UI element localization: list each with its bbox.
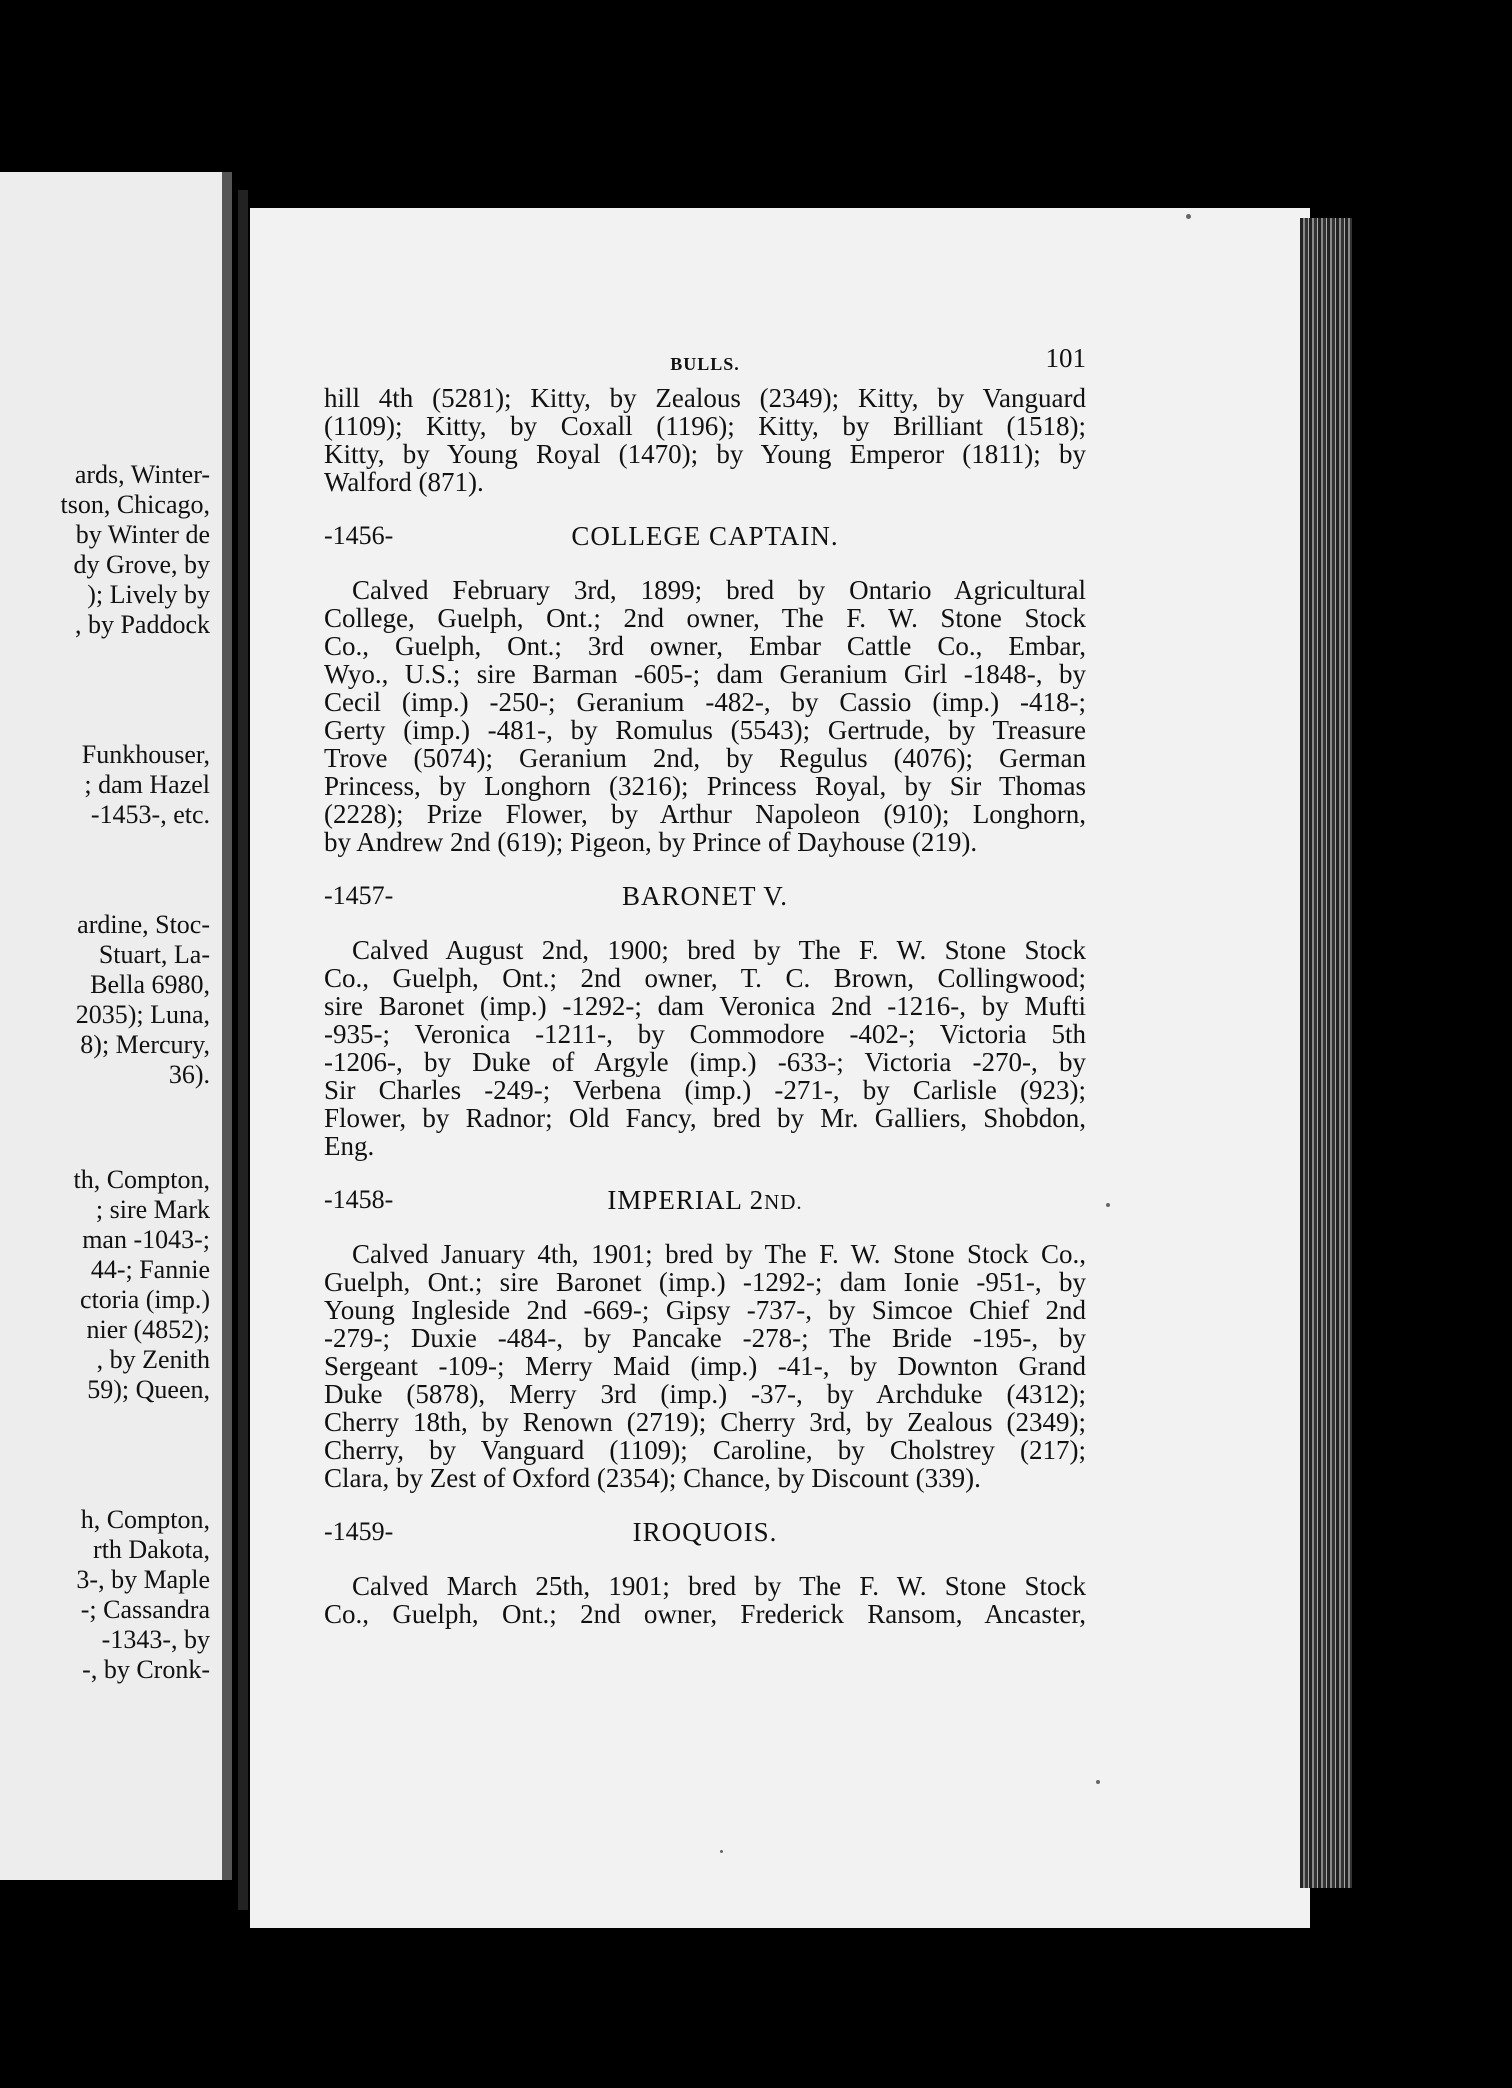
left-page-line: -, by Cronk- [82, 1655, 210, 1684]
scan-speck [1106, 1203, 1110, 1207]
text-line: Calved January 4th, 1901; bred by The F. W. Stone Stock Co., [352, 1239, 1086, 1269]
text-line: Cherry, by Vanguard (1109); Caroline, by Cholstrey (217); [324, 1435, 1086, 1465]
left-page-line: ; dam Hazel [84, 770, 210, 799]
left-page-line: h, Compton, [80, 1505, 210, 1534]
left-page-line: Bella 6980, [90, 970, 210, 999]
entry-number: -1457- [324, 881, 394, 910]
text-line: Sergeant -109-; Merry Maid (imp.) -41-, by Downton Grand [324, 1351, 1086, 1381]
entry-title: COLLEGE CAPTAIN. [571, 521, 839, 551]
text-line: Co., Guelph, Ont.; 2nd owner, T. C. Brown, Collingwood; [324, 963, 1086, 993]
entry-heading [324, 1186, 1086, 1220]
text-line: Cecil (imp.) -250-; Geranium -482-, by Cassio (imp.) -418-; [324, 687, 1086, 717]
page-edges [1300, 218, 1352, 1888]
continuation-paragraph [324, 384, 1086, 496]
entry-title: BARONET V. [621, 881, 789, 911]
book-binding [238, 190, 248, 1910]
left-page-line: ); Lively by [87, 580, 210, 609]
scan-speck [720, 1850, 723, 1853]
left-page-line: , by Zenith [96, 1345, 210, 1374]
text-line: Kitty, by Young Royal (1470); by Young Emperor (1811); by [324, 439, 1086, 469]
entry-title-small-caps: ND. [764, 1190, 803, 1214]
left-page-line: man -1043-; [82, 1225, 210, 1254]
text-line: sire Baronet (imp.) -1292-; dam Veronica 2nd -1216-, by Mufti [324, 991, 1086, 1021]
left-page-line: by Winter de [75, 520, 210, 549]
left-page-line: ; sire Mark [95, 1195, 210, 1224]
left-page-line: Funkhouser, [81, 740, 210, 769]
left-page-line: , by Paddock [74, 610, 210, 639]
text-line: Calved February 3rd, 1899; bred by Ontario Agricultural [352, 575, 1086, 605]
left-page-line: ards, Winter- [74, 460, 210, 489]
text-line: Gerty (imp.) -481-, by Romulus (5543); Gertrude, by Treasure [324, 715, 1086, 745]
left-page-line: -; Cassandra [80, 1595, 210, 1624]
entry-title-main: IMPERIAL 2 [607, 1185, 765, 1215]
left-page-line: -1343-, by [101, 1625, 210, 1654]
left-page-line: 8); Mercury, [80, 1030, 210, 1059]
running-head: BULLS. [670, 354, 740, 374]
left-page-line: 2035); Luna, [75, 1000, 210, 1029]
text-line: College, Guelph, Ont.; 2nd owner, The F. W. Stone Stock [324, 603, 1086, 633]
entry-paragraph [324, 1572, 1086, 1628]
text-line: Co., Guelph, Ont.; 2nd owner, Frederick Ransom, Ancaster, [324, 1599, 1086, 1629]
left-page-line: 59); Queen, [87, 1375, 210, 1404]
text-line: (1109); Kitty, by Coxall (1196); Kitty, by Brilliant (1518); [324, 411, 1086, 441]
left-page-line: Stuart, La- [98, 940, 210, 969]
text-line: -1206-, by Duke of Argyle (imp.) -633-; Victoria -270-, by [324, 1047, 1086, 1077]
text-line: Calved March 25th, 1901; bred by The F. W. Stone Stock [352, 1571, 1086, 1601]
text-line: (2228); Prize Flower, by Arthur Napoleon (910); Longhorn, [324, 799, 1086, 829]
text-line: Co., Guelph, Ont.; 3rd owner, Embar Cattle Co., Embar, [324, 631, 1086, 661]
text-line: Cherry 18th, by Renown (2719); Cherry 3rd, by Zealous (2349); [324, 1407, 1086, 1437]
entry-heading [324, 1518, 1086, 1552]
text-line: Calved August 2nd, 1900; bred by The F. W. Stone Stock [352, 935, 1086, 965]
entry-title: IROQUOIS. [632, 1517, 778, 1547]
left-page-gutter [222, 172, 232, 1880]
left-page-line: 3-, by Maple [76, 1565, 210, 1594]
entry-title [324, 1186, 1086, 1216]
text-line: hill 4th (5281); Kitty, by Zealous (2349); Kitty, by Vanguard [324, 383, 1086, 413]
left-page-line: th, Compton, [73, 1165, 210, 1194]
text-line: -279-; Duxie -484-, by Pancake -278-; The Bride -195-, by [324, 1323, 1086, 1353]
text-line: Princess, by Longhorn (3216); Princess Royal, by Sir Thomas [324, 771, 1086, 801]
page-header [324, 343, 1086, 388]
text-line: Wyo., U.S.; sire Barman -605-; dam Geranium Girl -1848-, by [324, 659, 1086, 689]
entry-paragraph [324, 936, 1086, 1160]
left-page-line: -1453-, etc. [90, 800, 210, 829]
text-line: Flower, by Radnor; Old Fancy, bred by Mr. Galliers, Shobdon, [324, 1103, 1086, 1133]
text-line: Duke (5878), Merry 3rd (imp.) -37-, by Archduke (4312); [324, 1379, 1086, 1409]
scan-speck [1096, 1780, 1100, 1784]
entry-heading [324, 882, 1086, 916]
text-line: Walford (871). [324, 467, 484, 497]
text-line: by Andrew 2nd (619); Pigeon, by Prince of Dayhouse (219). [324, 827, 978, 857]
text-line: Sir Charles -249-; Verbena (imp.) -271-, by Carlisle (923); [324, 1075, 1086, 1105]
page-number: 101 [1045, 343, 1086, 373]
text-line: Eng. [324, 1131, 375, 1161]
entry-number: -1459- [324, 1517, 394, 1546]
scan-speck [1186, 214, 1191, 219]
left-page-line: 36). [168, 1060, 210, 1089]
left-page-line: 44-; Fannie [90, 1255, 210, 1284]
entry-number: -1458- [324, 1185, 394, 1214]
left-page-line: ardine, Stoc- [77, 910, 210, 939]
left-page-line: dy Grove, by [73, 550, 210, 579]
text-line: Clara, by Zest of Oxford (2354); Chance, by Discount (339). [324, 1463, 981, 1493]
entry-paragraph [324, 1240, 1086, 1492]
left-page-line: tson, Chicago, [60, 490, 210, 519]
entry-number: -1456- [324, 521, 394, 550]
text-line: Trove (5074); Geranium 2nd, by Regulus (4076); German [324, 743, 1086, 773]
left-page-line: ctoria (imp.) [80, 1285, 210, 1314]
left-page-fragment [0, 172, 232, 1880]
entry-paragraph [324, 576, 1086, 856]
text-line: -935-; Veronica -1211-, by Commodore -402-; Victoria 5th [324, 1019, 1086, 1049]
left-page-line: rth Dakota, [93, 1535, 210, 1564]
text-line: Young Ingleside 2nd -669-; Gipsy -737-, by Simcoe Chief 2nd [324, 1295, 1086, 1325]
page-content [324, 343, 1086, 1629]
entry-heading [324, 522, 1086, 556]
text-line: Guelph, Ont.; sire Baronet (imp.) -1292-; dam Ionie -951-, by [324, 1267, 1086, 1297]
left-page-line: nier (4852); [86, 1315, 210, 1344]
